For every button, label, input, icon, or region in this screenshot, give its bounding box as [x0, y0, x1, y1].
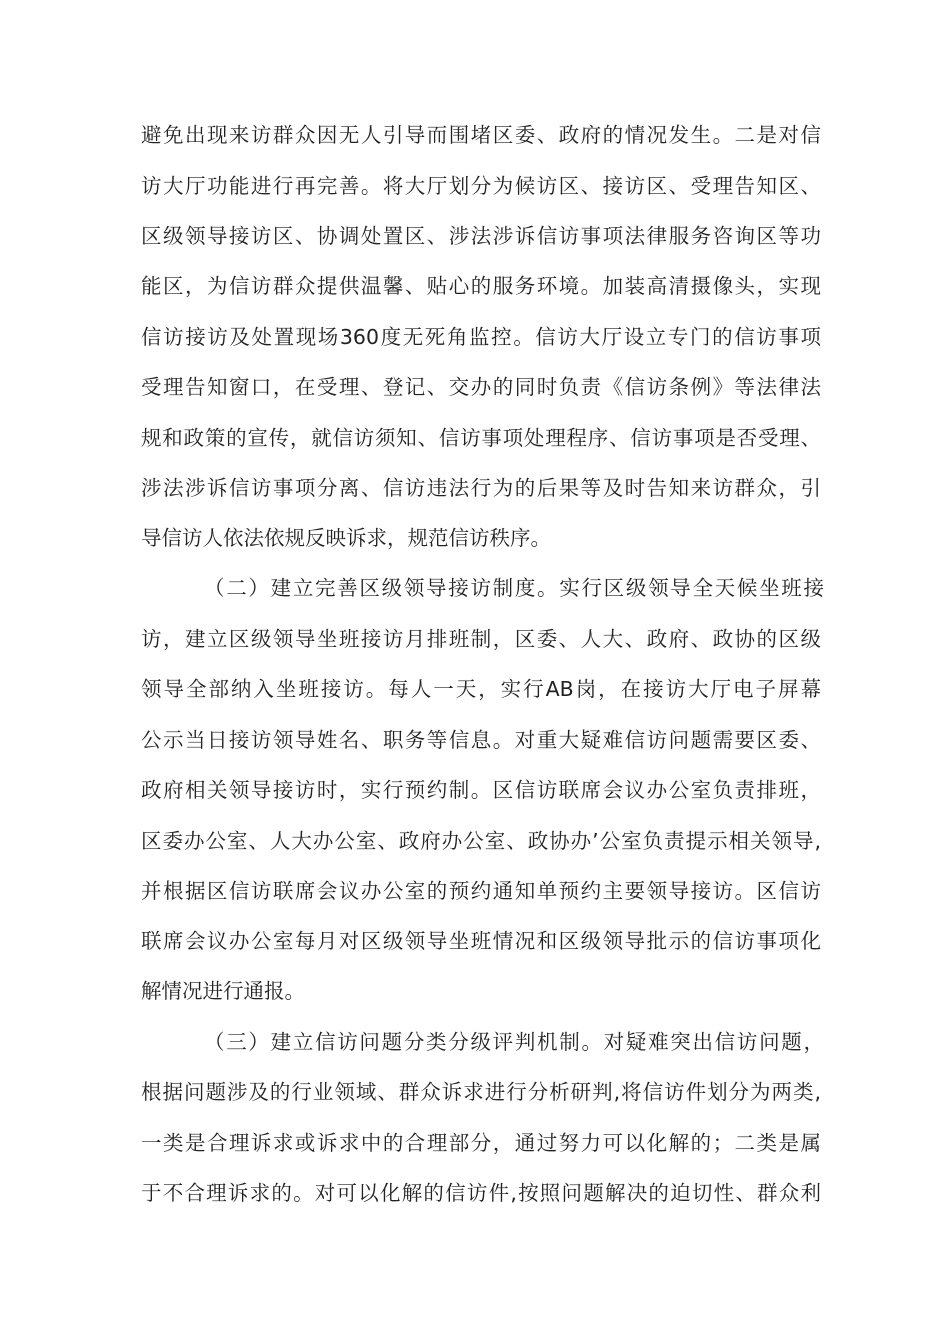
text-line: 公示当日接访领导姓名、职务等信息。对重大疑难信访问题需要区委、	[141, 728, 821, 752]
text-line: 涉法涉诉信访事项分离、信访违法行为的后果等及时告知来访群众，引	[141, 476, 821, 500]
text-line: 避免出现来访群众因无人引导而围堵区委、政府的情况发生。二是对信	[141, 123, 821, 147]
text-line: 信访接访及处置现场360度无死角监控。信访大厅设立专门的信访事项	[141, 325, 821, 349]
text-line: 解情况进行通报。	[141, 979, 305, 1003]
text-line: 领导全部纳入坐班接访。每人一天，实行AB岗，在接访大厅电子屏幕	[141, 677, 821, 701]
text-line: 访，建立区级领导坐班接访月排班制，区委、人大、政府、政协的区级	[141, 627, 821, 651]
text-line: 规和政策的宣传，就信访须知、信访事项处理程序、信访事项是否受理、	[141, 426, 821, 450]
text-line: 根据问题涉及的行业领域、群众诉求进行分析研判,将信访件划分为两类,	[141, 1080, 821, 1104]
text-line: 区级领导接访区、协调处置区、涉法涉诉信访事项法律服务咨询区等功	[141, 224, 821, 248]
text-line: 受理告知窗口，在受理、登记、交办的同时负责《信访条例》等法律法	[141, 375, 821, 399]
text-line: 区委办公室、人大办公室、政府办公室、政协办’公室负责提示相关领导,	[141, 829, 821, 853]
text-line: 联席会议办公室每月对区级领导坐班情况和区级领导批示的信访事项化	[141, 929, 821, 953]
text-line: 于不合理诉求的。对可以化解的信访件,按照问题解决的迫切性、群众利	[141, 1181, 821, 1205]
text-line: 能区，为信访群众提供温馨、贴心的服务环境。加装高清摄像头，实现	[141, 274, 821, 298]
paragraph-heading-2: （二）建立完善区级领导接访制度。实行区级领导全天候坐班接	[204, 576, 824, 600]
text-line: 访大厅功能进行再完善。将大厅划分为候访区、接访区、受理告知区、	[141, 174, 821, 198]
text-line: 并根据区信访联席会议办公室的预约通知单预约主要领导接访。区信访	[141, 879, 821, 903]
text-line: 导信访人依法依规反映诉求，规范信访秩序。	[141, 526, 551, 550]
text-line: 政府相关领导接访时，实行预约制。区信访联席会议办公室负责排班，	[141, 778, 821, 802]
text-line: 一类是合理诉求或诉求中的合理部分，通过努力可以化解的；二类是属	[141, 1131, 821, 1155]
paragraph-heading-3: （三）建立信访问题分类分级评判机制。对疑难突出信访问题，	[204, 1030, 824, 1054]
